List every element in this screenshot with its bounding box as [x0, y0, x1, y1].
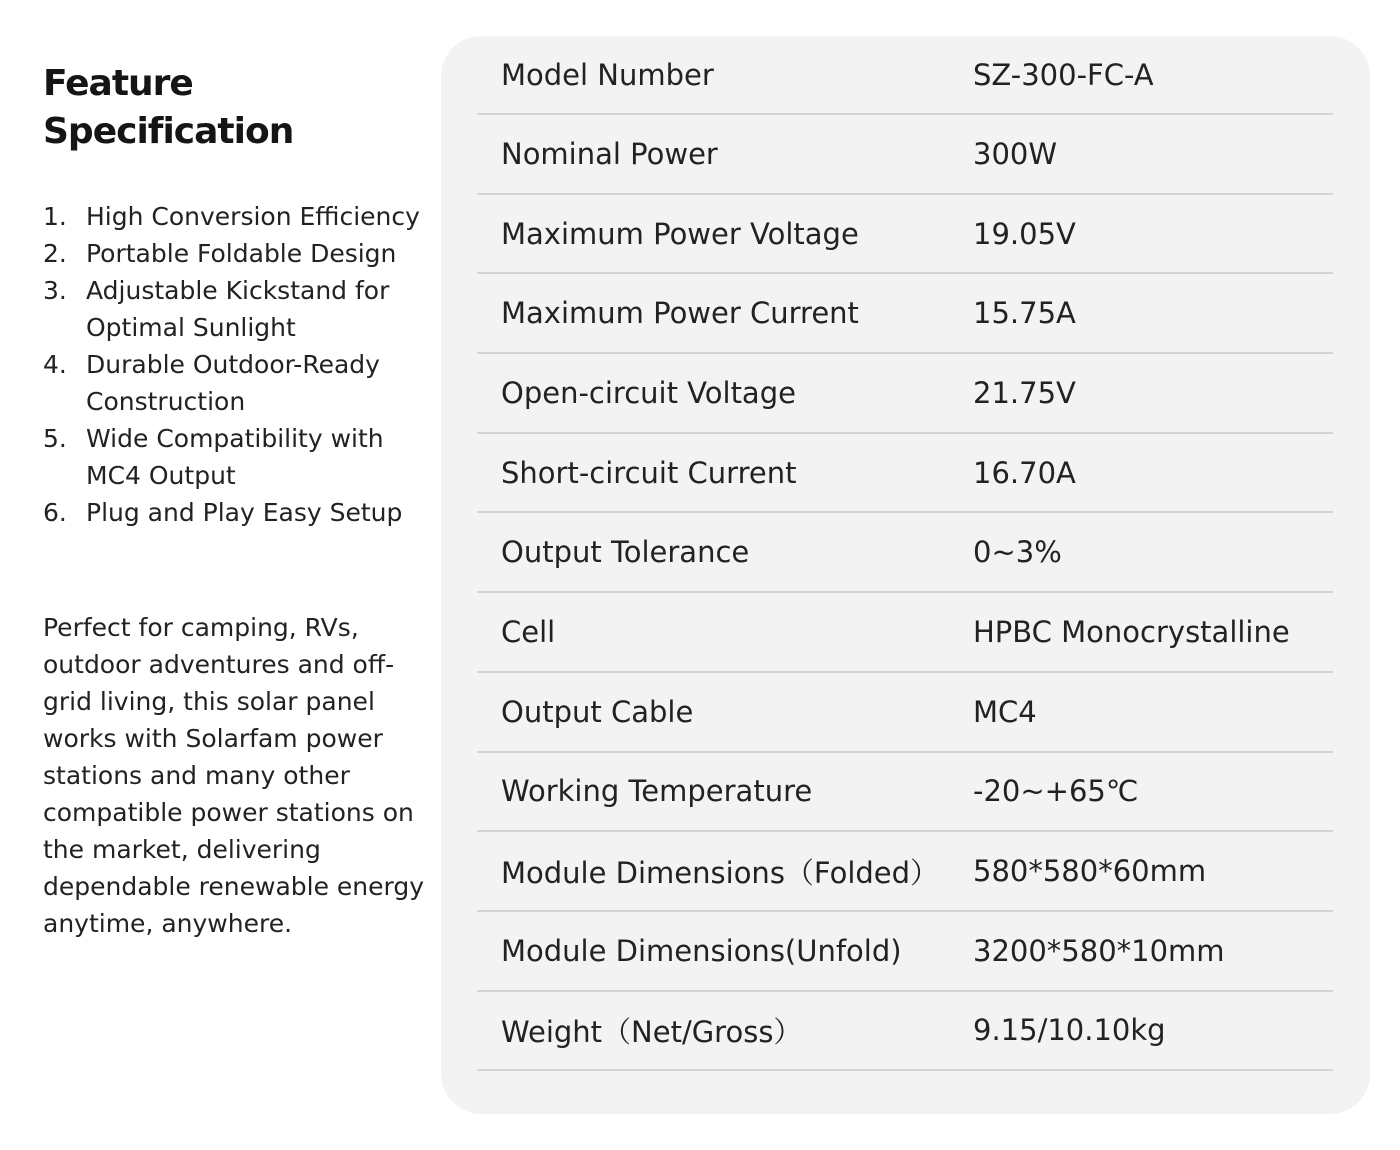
spec-row — [477, 832, 1333, 912]
feature-number: 2. — [43, 239, 67, 268]
spec-label: Maximum Power Current — [501, 296, 859, 331]
feature-number: 6. — [43, 498, 67, 527]
spec-label: Cell — [501, 614, 556, 649]
spec-row — [477, 274, 1333, 354]
spec-row — [477, 354, 1333, 434]
spec-label: Output Tolerance — [501, 535, 750, 570]
spec-label: Module Dimensions(Unfold) — [501, 933, 902, 968]
spec-value: HPBC Monocrystalline — [973, 614, 1290, 649]
spec-row — [477, 593, 1333, 673]
spec-value: 19.05V — [973, 216, 1076, 251]
feature-section — [43, 60, 428, 942]
feature-item — [43, 235, 428, 272]
feature-text: Wide Compatibility with MC4 Output — [86, 424, 384, 490]
feature-number: 1. — [43, 202, 67, 231]
spec-value: 0~3% — [973, 535, 1062, 570]
spec-value: 300W — [973, 136, 1058, 171]
feature-list — [43, 198, 428, 531]
feature-item — [43, 346, 428, 420]
spec-panel — [441, 36, 1370, 1114]
spec-row — [477, 753, 1333, 833]
spec-row — [477, 992, 1333, 1072]
spec-value: 15.75A — [973, 296, 1076, 331]
spec-row — [477, 195, 1333, 275]
spec-value: 21.75V — [973, 375, 1076, 410]
spec-label: Module Dimensions（Folded） — [501, 855, 940, 890]
feature-number: 4. — [43, 350, 67, 379]
feature-text: Adjustable Kickstand for Optimal Sunlight — [86, 276, 390, 342]
spec-row — [477, 673, 1333, 753]
spec-row — [477, 513, 1333, 593]
spec-value: 580*580*60mm — [973, 854, 1207, 889]
spec-value: 3200*580*10mm — [973, 933, 1225, 968]
feature-number: 3. — [43, 276, 67, 305]
spec-value: 9.15/10.10kg — [973, 1013, 1166, 1048]
spec-label: Nominal Power — [501, 136, 718, 171]
spec-value: MC4 — [973, 694, 1037, 729]
spec-value: -20~+65℃ — [973, 774, 1139, 809]
spec-label: Output Cable — [501, 694, 694, 729]
spec-value: SZ-300-FC-A — [973, 57, 1154, 92]
feature-text: Portable Foldable Design — [86, 239, 397, 268]
feature-text: High Conversion Efficiency — [86, 202, 420, 231]
feature-item — [43, 272, 428, 346]
spec-row — [477, 36, 1333, 115]
spec-label: Short-circuit Current — [501, 455, 797, 490]
feature-text: Durable Outdoor-Ready Construction — [86, 350, 380, 416]
feature-item — [43, 198, 428, 235]
feature-item — [43, 420, 428, 494]
spec-table — [477, 36, 1333, 1071]
feature-text: Plug and Play Easy Setup — [86, 498, 403, 527]
spec-label: Model Number — [501, 57, 714, 92]
spec-row — [477, 434, 1333, 514]
feature-title: Feature Specification — [43, 63, 294, 152]
spec-label: Working Temperature — [501, 774, 813, 809]
feature-number: 5. — [43, 424, 67, 453]
spec-value: 16.70A — [973, 455, 1076, 490]
spec-label: Weight（Net/Gross） — [501, 1014, 803, 1049]
spec-row — [477, 912, 1333, 992]
feature-item — [43, 494, 428, 531]
spec-row — [477, 115, 1333, 195]
product-description: Perfect for camping, RVs, outdoor adventures and off-grid living, this solar panel works with Solarfam power stations and many other compatible power stations on the market, delivering dependable renewable energy anytime, anywhere. — [43, 613, 425, 938]
spec-label: Open-circuit Voltage — [501, 375, 796, 410]
spec-label: Maximum Power Voltage — [501, 216, 859, 251]
